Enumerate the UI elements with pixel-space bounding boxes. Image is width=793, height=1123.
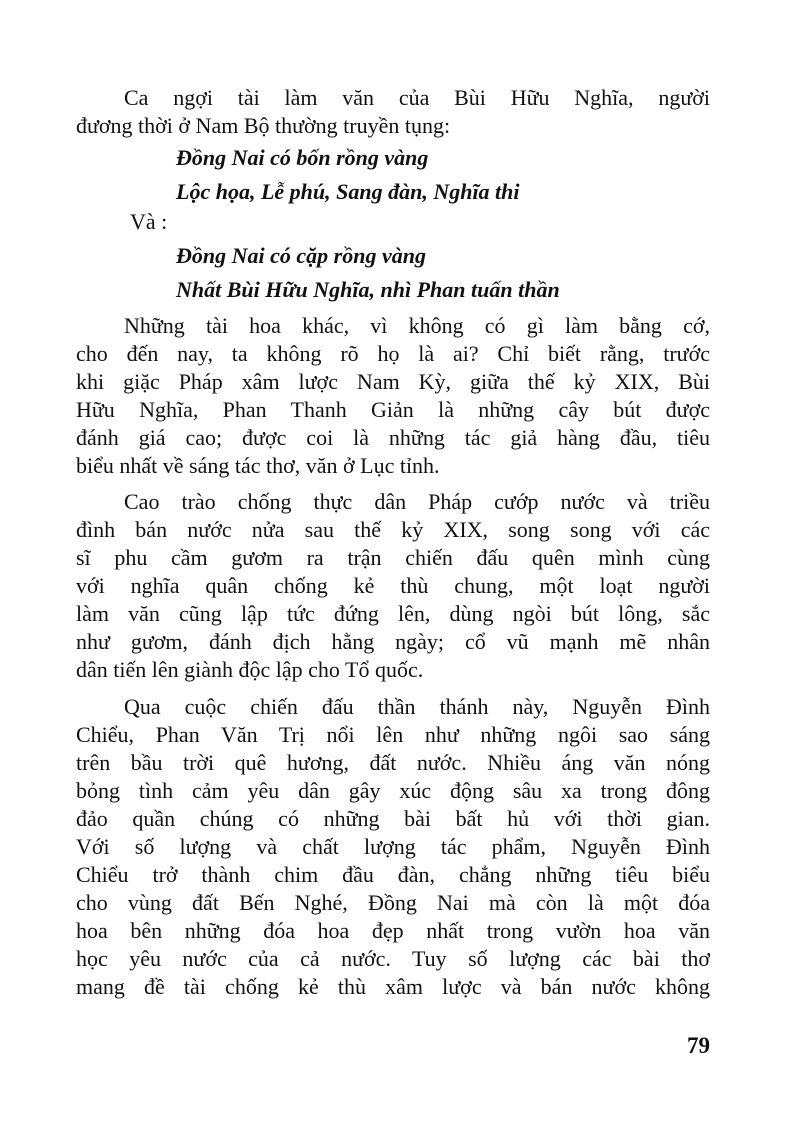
verse-1-line-1: Đồng Nai có bốn rồng vàng bbox=[176, 145, 429, 170]
connector-text: Và : bbox=[130, 209, 168, 234]
intro-line-1: Ca ngợi tài làm văn của Bùi Hữu Nghĩa, người bbox=[124, 85, 710, 110]
para-1-line-3: khi giặc Pháp xâm lược Nam Kỳ, giữa thế kỷ XIX, Bùi bbox=[76, 369, 710, 394]
verse-1-line-2: Lộc họa, Lễ phú, Sang đàn, Nghĩa thi bbox=[176, 179, 520, 204]
para-1-line-6: biểu nhất về sáng tác thơ, văn ở Lục tỉnh. bbox=[76, 453, 440, 478]
para-1-line-4: Hữu Nghĩa, Phan Thanh Giản là những cây bút được bbox=[76, 397, 710, 422]
para-3-line-11: mang đề tài chống kẻ thù xâm lược và bán nước không bbox=[76, 974, 710, 999]
para-3-line-8: cho vùng đất Bến Nghé, Đồng Nai mà còn là một đóa bbox=[76, 890, 710, 915]
para-1-line-5: đánh giá cao; được coi là những tác giả hàng đầu, tiêu bbox=[76, 425, 710, 450]
para-3-line-7: Chiểu trở thành chim đầu đàn, chẳng những tiêu biểu bbox=[76, 862, 710, 887]
page-number: 79 bbox=[687, 1033, 710, 1058]
para-2-line-4: với nghĩa quân chống kẻ thù chung, một loạt người bbox=[76, 573, 710, 598]
verse-2-line-1: Đồng Nai có cặp rồng vàng bbox=[176, 243, 426, 268]
para-2-line-3: sĩ phu cầm gươm ra trận chiến đấu quên mình cùng bbox=[76, 545, 710, 570]
para-2-line-5: làm văn cũng lập tức đứng lên, dùng ngòi bút lông, sắc bbox=[76, 601, 710, 626]
para-3-line-9: hoa bên những đóa hoa đẹp nhất trong vườn hoa văn bbox=[76, 918, 710, 943]
intro-line-2: đương thời ở Nam Bộ thường truyền tụng: bbox=[76, 113, 451, 138]
para-2-line-1: Cao trào chống thực dân Pháp cướp nước và triều bbox=[124, 489, 710, 514]
para-2-line-6: như gươm, đánh địch hằng ngày; cổ vũ mạnh mẽ nhân bbox=[76, 629, 710, 654]
para-3-line-10: học yêu nước của cả nước. Tuy số lượng các bài thơ bbox=[76, 946, 710, 971]
para-2-line-7: dân tiến lên giành độc lập cho Tổ quốc. bbox=[76, 657, 424, 682]
para-1-line-2: cho đến nay, ta không rõ họ là ai? Chỉ biết rằng, trước bbox=[76, 341, 710, 366]
para-3-line-4: bỏng tình cảm yêu dân gây xúc động sâu xa trong đông bbox=[76, 778, 710, 803]
para-3-line-1: Qua cuộc chiến đấu thần thánh này, Nguyễn Đình bbox=[124, 694, 710, 719]
para-3-line-3: trên bầu trời quê hương, đất nước. Nhiều áng văn nóng bbox=[76, 750, 710, 775]
para-1-line-1: Những tài hoa khác, vì không có gì làm bằng cớ, bbox=[124, 313, 710, 338]
para-3-line-6: Với số lượng và chất lượng tác phẩm, Nguyễn Đình bbox=[76, 834, 710, 859]
para-3-line-5: đảo quần chúng có những bài bất hủ với thời gian. bbox=[76, 806, 710, 831]
para-3-line-2: Chiểu, Phan Văn Trị nổi lên như những ngôi sao sáng bbox=[76, 722, 710, 747]
verse-2-line-2: Nhất Bùi Hữu Nghĩa, nhì Phan tuấn thần bbox=[176, 277, 560, 302]
para-2-line-2: đình bán nước nửa sau thế kỷ XIX, song song với các bbox=[76, 517, 710, 542]
